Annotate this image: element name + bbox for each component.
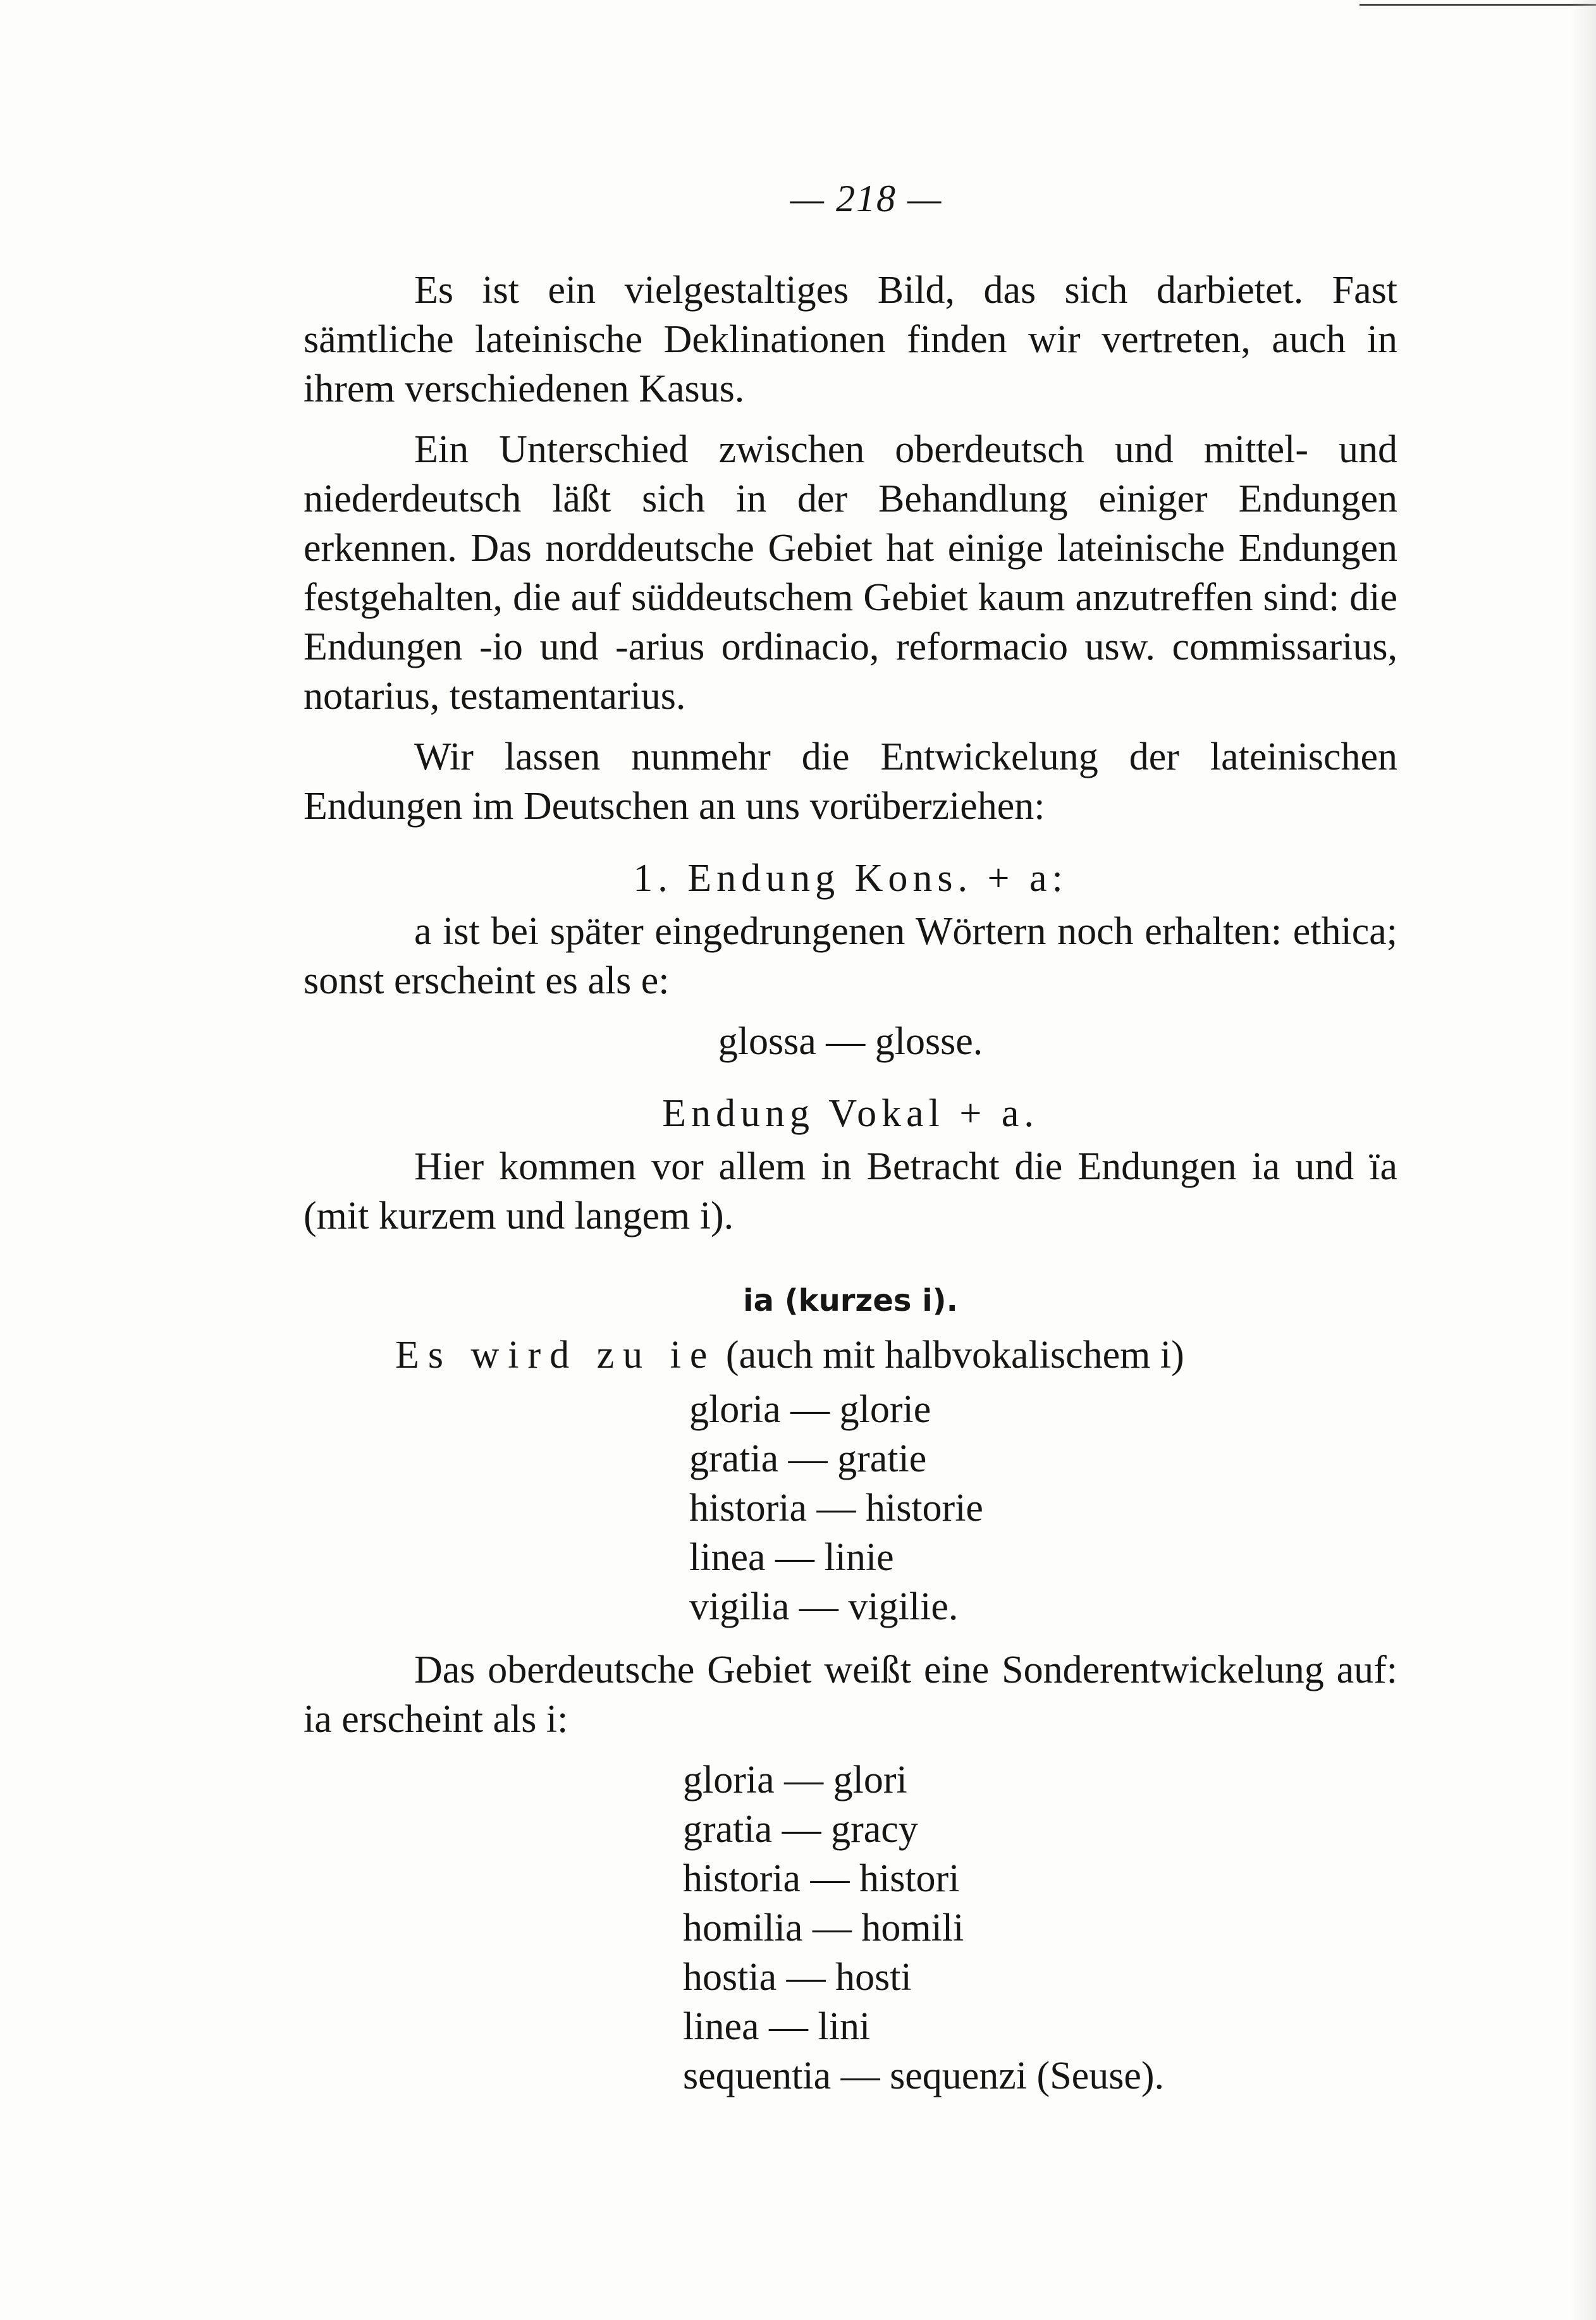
example-item: linea — linie [689,1536,894,1579]
example-item: hostia — hosti [683,1956,912,1999]
example-list-2 [683,1755,1397,2101]
example-item: sequentia — sequenzi (Seuse). [683,2054,1164,2097]
paragraph-3: Wir lassen nunmehr die Entwickelung der lateinischen Endungen im Deutschen an uns vorüberziehen: [304,735,1397,828]
page-body [304,266,1397,2114]
example-item: gratia — gracy [683,1808,918,1851]
section-3-lead [395,1330,1397,1380]
example-item: historia — historie [689,1487,983,1530]
section-1-heading: 1. Endung Kons. + a: [633,857,1068,900]
page-edge-shadow [1571,0,1596,2320]
paragraph-1: Es ist ein vielgestaltiges Bild, das sich darbietet. Fast sämtliche lateinische Deklinationen finden wir vertreten, auch in ihrem verschiedenen Kasus. [304,269,1397,410]
section-1-example: glossa — glosse. [718,1020,983,1063]
example-item: gratia — gratie [689,1437,927,1480]
example-item: linea — lini [683,2005,871,2048]
page-number: — 218 — [790,178,943,219]
section-3-lead-rest: (auch mit halbvokalischem i) [725,1334,1184,1377]
section-1-text: a ist bei später eingedrungenen Wörtern noch erhalten: ethica; sonst erscheint es als e: [304,910,1397,1002]
section-3-lead-spaced: Es wird zu ie [395,1334,716,1377]
section-3-heading: ia (kurzes i). [743,1283,958,1318]
paragraph-2: Ein Unterschied zwischen oberdeutsch und mittel- und niederdeutsch läßt sich in der Behandlung einiger Endungen erkennen. Das norddeutsche Gebiet hat einige lateinische Endungen festgehalten, die auf süddeutschem Gebiet kaum anzutreffen sind: die Endungen -io und -arius ordinacio, reformacio usw. commissarius, notarius, testamentarius. [304,428,1397,718]
example-item: historia — histori [683,1857,960,1900]
example-item: gloria — glori [683,1758,907,1801]
example-list-1 [689,1385,1397,1631]
example-item: gloria — glorie [689,1388,931,1431]
example-item: vigilia — vigilie. [689,1585,959,1628]
section-2-heading: Endung Vokal + a. [662,1092,1039,1135]
top-edge-rule [1360,4,1596,6]
section-2-text: Hier kommen vor allem in Betracht die Endungen ia und ïa (mit kurzem und langem i). [304,1145,1397,1237]
section-3-text: Das oberdeutsche Gebiet weißt eine Sonderentwickelung auf: ia erscheint als i: [304,1648,1397,1741]
example-item: homilia — homili [683,1906,964,1949]
